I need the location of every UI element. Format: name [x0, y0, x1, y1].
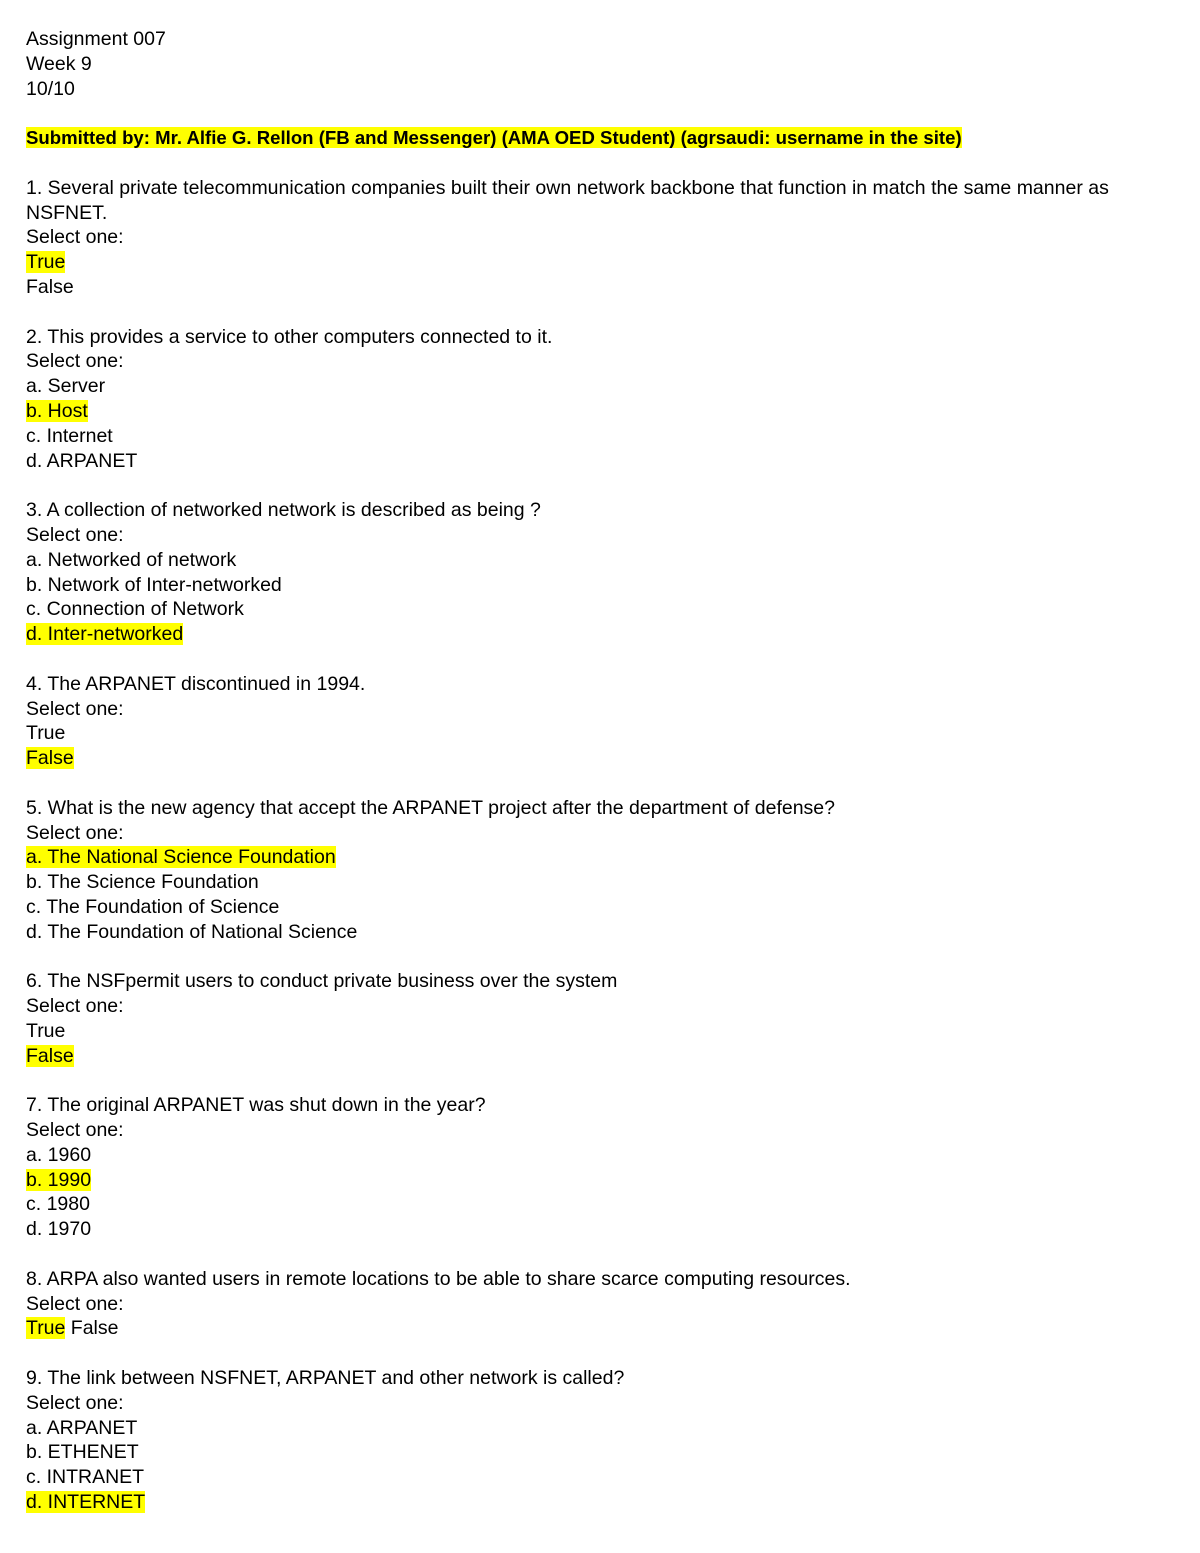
- option-true: [26, 250, 1166, 275]
- option-a: [26, 548, 1166, 573]
- week-label: Week 9: [26, 52, 92, 75]
- spacer: [26, 151, 1166, 176]
- score-label: 10/10: [26, 77, 75, 100]
- option-text: c. The Foundation of Science: [26, 895, 280, 918]
- spacer: [26, 1341, 1166, 1366]
- option-text-selected: a. The National Science Foundation: [26, 846, 336, 869]
- submitted-by-line: [26, 126, 1166, 151]
- spacer: [26, 771, 1166, 796]
- options-inline: [26, 1316, 1166, 1341]
- spacer: [26, 1068, 1166, 1093]
- select-one-prompt: Select one:: [26, 350, 124, 373]
- option-text: c. Internet: [26, 424, 113, 447]
- option-false: [26, 746, 1166, 771]
- question-text: 7. The original ARPANET was shut down in the year?: [26, 1094, 486, 1117]
- question-text: 4. The ARPANET discontinued in 1994.: [26, 672, 366, 695]
- spacer: [26, 300, 1166, 325]
- select-one-prompt: Select one:: [26, 1292, 124, 1315]
- option-text-selected: False: [26, 1044, 74, 1067]
- option-d: [26, 1490, 1166, 1515]
- select-one-prompt: Select one:: [26, 821, 124, 844]
- option-text-selected: d. Inter-networked: [26, 623, 184, 646]
- question-text: 9. The link between NSFNET, ARPANET and other network is called?: [26, 1367, 625, 1390]
- option-a: [26, 845, 1166, 870]
- question-text: 6. The NSFpermit users to conduct private business over the system: [26, 970, 618, 993]
- option-text: d. ARPANET: [26, 449, 138, 472]
- option-text: True: [26, 1019, 66, 1042]
- option-b: [26, 399, 1166, 424]
- question-7: [26, 1093, 1166, 1242]
- option-d: [26, 449, 1166, 474]
- option-text: a. Server: [26, 375, 106, 398]
- question-5: [26, 796, 1166, 945]
- option-text: False: [26, 275, 74, 298]
- question-text: 3. A collection of networked network is described as being ?: [26, 499, 541, 522]
- option-b: [26, 1440, 1166, 1465]
- select-one-prompt: Select one:: [26, 697, 124, 720]
- option-b: [26, 870, 1166, 895]
- option-text-selected: True: [26, 1317, 66, 1340]
- option-false: [26, 1044, 1166, 1069]
- question-text: 5. What is the new agency that accept the ARPANET project after the department of defense?: [26, 796, 835, 819]
- option-d: [26, 1217, 1166, 1242]
- option-a: [26, 1143, 1166, 1168]
- spacer: [26, 944, 1166, 969]
- option-c: [26, 1465, 1166, 1490]
- question-1: [26, 176, 1166, 300]
- option-text: b. Network of Inter-networked: [26, 573, 282, 596]
- option-text: c. Connection of Network: [26, 598, 244, 621]
- option-b: [26, 573, 1166, 598]
- option-c: [26, 424, 1166, 449]
- assignment-title: Assignment 007: [26, 28, 166, 50]
- option-true: [26, 1019, 1166, 1044]
- option-false: [26, 275, 1166, 300]
- option-text-selected: True: [26, 251, 66, 274]
- select-one-prompt: Select one:: [26, 226, 124, 249]
- option-text: b. ETHENET: [26, 1441, 139, 1464]
- option-b: [26, 1168, 1166, 1193]
- option-c: [26, 1192, 1166, 1217]
- select-one-prompt: Select one:: [26, 1119, 124, 1142]
- option-text: c. INTRANET: [26, 1466, 145, 1489]
- option-text: d. The Foundation of National Science: [26, 920, 358, 943]
- question-4: [26, 672, 1166, 771]
- option-text-selected: False: [26, 747, 74, 770]
- select-one-prompt: Select one:: [26, 995, 124, 1018]
- spacer: [26, 101, 1166, 126]
- option-text: b. The Science Foundation: [26, 871, 259, 894]
- question-8: [26, 1267, 1166, 1341]
- submitted-by-text: Submitted by: Mr. Alfie G. Rellon (FB and Messenger) (AMA OED Student) (agrsaudi: username in the site): [26, 127, 962, 149]
- option-a: [26, 1416, 1166, 1441]
- option-d: [26, 622, 1166, 647]
- question-9: [26, 1366, 1166, 1515]
- question-text: 1. Several private telecommunication companies built their own network backbone that function in match the same manner as NSFNET.: [26, 176, 1109, 224]
- option-a: [26, 374, 1166, 399]
- option-text-selected: d. INTERNET: [26, 1491, 146, 1514]
- option-text-selected: b. Host: [26, 399, 88, 422]
- question-3: [26, 498, 1166, 647]
- option-true: [26, 721, 1166, 746]
- option-text-selected: b. 1990: [26, 1168, 92, 1191]
- option-text: a. Networked of network: [26, 548, 237, 571]
- question-6: [26, 969, 1166, 1068]
- document-page: [26, 27, 1166, 1515]
- option-c: [26, 895, 1166, 920]
- spacer: [26, 1242, 1166, 1267]
- select-one-prompt: Select one:: [26, 523, 124, 546]
- question-text: 8. ARPA also wanted users in remote locations to be able to share scarce computing resources.: [26, 1267, 851, 1290]
- option-text: False: [70, 1317, 119, 1340]
- question-2: [26, 325, 1166, 474]
- option-text: True: [26, 722, 66, 745]
- option-c: [26, 597, 1166, 622]
- option-d: [26, 920, 1166, 945]
- spacer: [26, 473, 1166, 498]
- spacer: [26, 647, 1166, 672]
- select-one-prompt: Select one:: [26, 1391, 124, 1414]
- option-text: c. 1980: [26, 1193, 90, 1216]
- option-text: a. 1960: [26, 1143, 92, 1166]
- question-text: 2. This provides a service to other computers connected to it.: [26, 325, 553, 348]
- option-text: d. 1970: [26, 1218, 92, 1241]
- option-text: a. ARPANET: [26, 1416, 138, 1439]
